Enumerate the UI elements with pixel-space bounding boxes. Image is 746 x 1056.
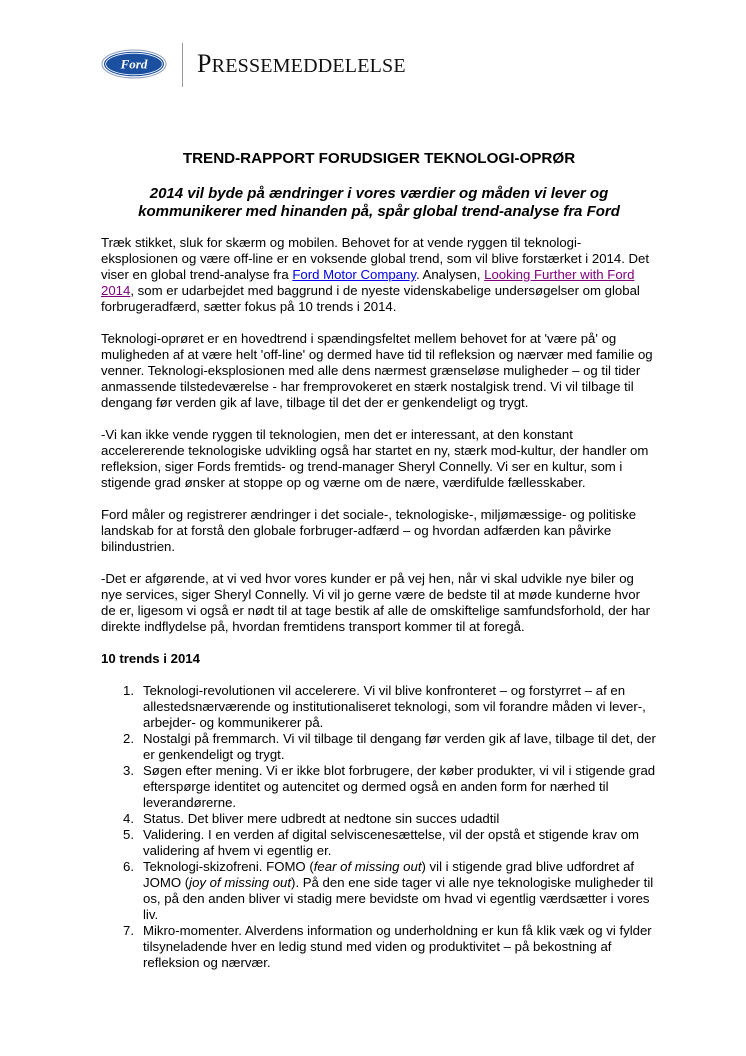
list-item-text: Status. Det bliver mere udbredt at nedtone sin succes udadtil [143,811,500,826]
list-item-text-part2: ) vil i stigende grad blive udfordret af JOMO ( [143,859,635,890]
list-item [101,683,657,731]
list-item [101,923,657,971]
list-item-number: 5. [123,827,134,842]
intro-paragraph [101,235,657,315]
list-item [101,731,657,763]
headline: TREND-RAPPORT FORUDSIGER TEKNOLOGI-OPRØR [182,150,576,167]
list-item-text: Mikro-momenter. Alverdens information og underholdning er kun få klik væk og vi fylder tilsyneladende hver en ledig stund med viden og produktivitet – på bekostning af refleksion og nærvær. [143,923,652,970]
list-item-text: Teknologi-revolutionen vil accelerere. Vi vil blive konfronteret – og forstyrret – af en allestedsnærværende og institutionaliseret teknologi, som vil forandre måden vi lever-, arbejder- og kommunikerer på. [143,683,646,730]
list-item-italic-jomo: joy of missing out [189,875,292,890]
header-title-rest: RESSEMEDDELELSE [211,55,406,77]
list-item [101,859,657,923]
header-divider [182,43,183,87]
article-body [101,150,657,971]
ford-logo-icon [101,49,167,79]
trends-heading: 10 trends i 2014 [101,651,200,666]
subheadline: 2014 vil byde på ændringer i vores værdier og måden vi lever og kommunikerer med hinanden på, spår global trend-analyse fra Ford [138,185,620,220]
ford-motor-company-link[interactable]: Ford Motor Company [292,267,416,282]
list-item-number: 4. [123,811,134,826]
list-item-italic-fomo: fear of missing out [313,859,422,874]
paragraph-technology-revolt: Teknologi-oprøret er en hovedtrend i spændingsfeltet mellem behovet for at 'være på' og muligheden af at være helt 'off-line' og dermed have tid til refleksion og nærvær med familie og venner. Teknologi-eksplosionen med alle dens nærmest grænseløse muligheder – og til tider anmassende tilstedeværelse - har fremprovokeret en stærk nostalgisk trend. Vi vil tilbage til dengang før verden gik af lave, tilbage til det der er genkendeligt og trygt. [101,331,653,410]
intro-text-1: Træk stikket, sluk for skærm og mobilen. Behovet for at vende ryggen til teknologi-eksplosionen og være off-line er en voksende global trend, som vil blive forstærket i 2014. Det viser en global trend-analyse fra [101,235,650,282]
paragraph-ford-measures: Ford måler og registrerer ændringer i det sociale-, teknologiske-, miljømæssige- og politiske landskab for at forstå den globale forbruger-adfærd – og hvordan adfærden kan påvirke bilindustrien. [101,507,637,554]
list-item [101,811,657,827]
trends-list [101,683,657,971]
looking-further-with-ford-link[interactable]: Looking Further with Ford 2014 [101,267,635,298]
list-item-number: 6. [123,859,134,874]
list-item-number: 3. [123,763,134,778]
list-item [101,827,657,859]
press-release-header [101,40,406,90]
intro-text-2: . Analysen, [415,267,485,282]
ford-logo-text: Ford [120,56,148,72]
list-item-text: Validering. I en verden af digital selviscenesættelse, vil der opstå et stigende krav om validering af hvem vi egentlig er. [143,827,640,858]
paragraph-quote-connelly-1: -Vi kan ikke vende ryggen til teknologien, men det er interessant, at den konstant accelererende teknologiske udvikling også har startet en ny, stærk mod-kultur, der handler om refleksion, siger Fords fremtids- og trend-manager Sheryl Connelly. Vi ser en kultur, som i stigende grad ønsker at stoppe op og værne om de nære, værdifulde fællesskaber. [101,427,649,490]
list-item-number: 1. [123,683,134,698]
list-item [101,763,657,811]
list-item-text: Søgen efter mening. Vi er ikke blot forbrugere, der køber produkter, vi vil i stigende grad efterspørge identitet og autencitet og dermed også en anden form for nærhed til leverandørerne. [143,763,656,810]
intro-text-3: , som er udarbejdet med baggrund i de nyeste videnskabelige undersøgelser om global forbrugeradfærd, sætter fokus på 10 trends i 2014. [101,283,640,314]
list-item-text-part1: Teknologi-skizofreni. FOMO ( [143,859,314,874]
header-title-first-letter: P [197,49,212,78]
list-item-text-part3: ). På den ene side tager vi alle nye teknologiske muligheder til os, på den anden bliver vi stadig mere bevidste om hvad vi egentlig værdsætter i vores liv. [143,875,654,922]
list-item-number: 7. [123,923,134,938]
header-title [197,49,406,79]
list-item-number: 2. [123,731,134,746]
paragraph-quote-connelly-2: -Det er afgørende, at vi ved hvor vores kunder er på vej hen, når vi skal udvikle nye biler og nye services, siger Sheryl Connelly. Vi vil jo gerne være de bedste til at møde kunderne hvor de er, ligesom vi også er nødt til at tage bestik af alle de omskiftelige samfundsforhold, der har direkte indflydelse på, hvordan fremtidens transport kommer til at foregå. [101,571,651,634]
list-item-text: Nostalgi på fremmarch. Vi vil tilbage til dengang før verden gik af lave, tilbage til det, der er genkendeligt og trygt. [143,731,656,762]
